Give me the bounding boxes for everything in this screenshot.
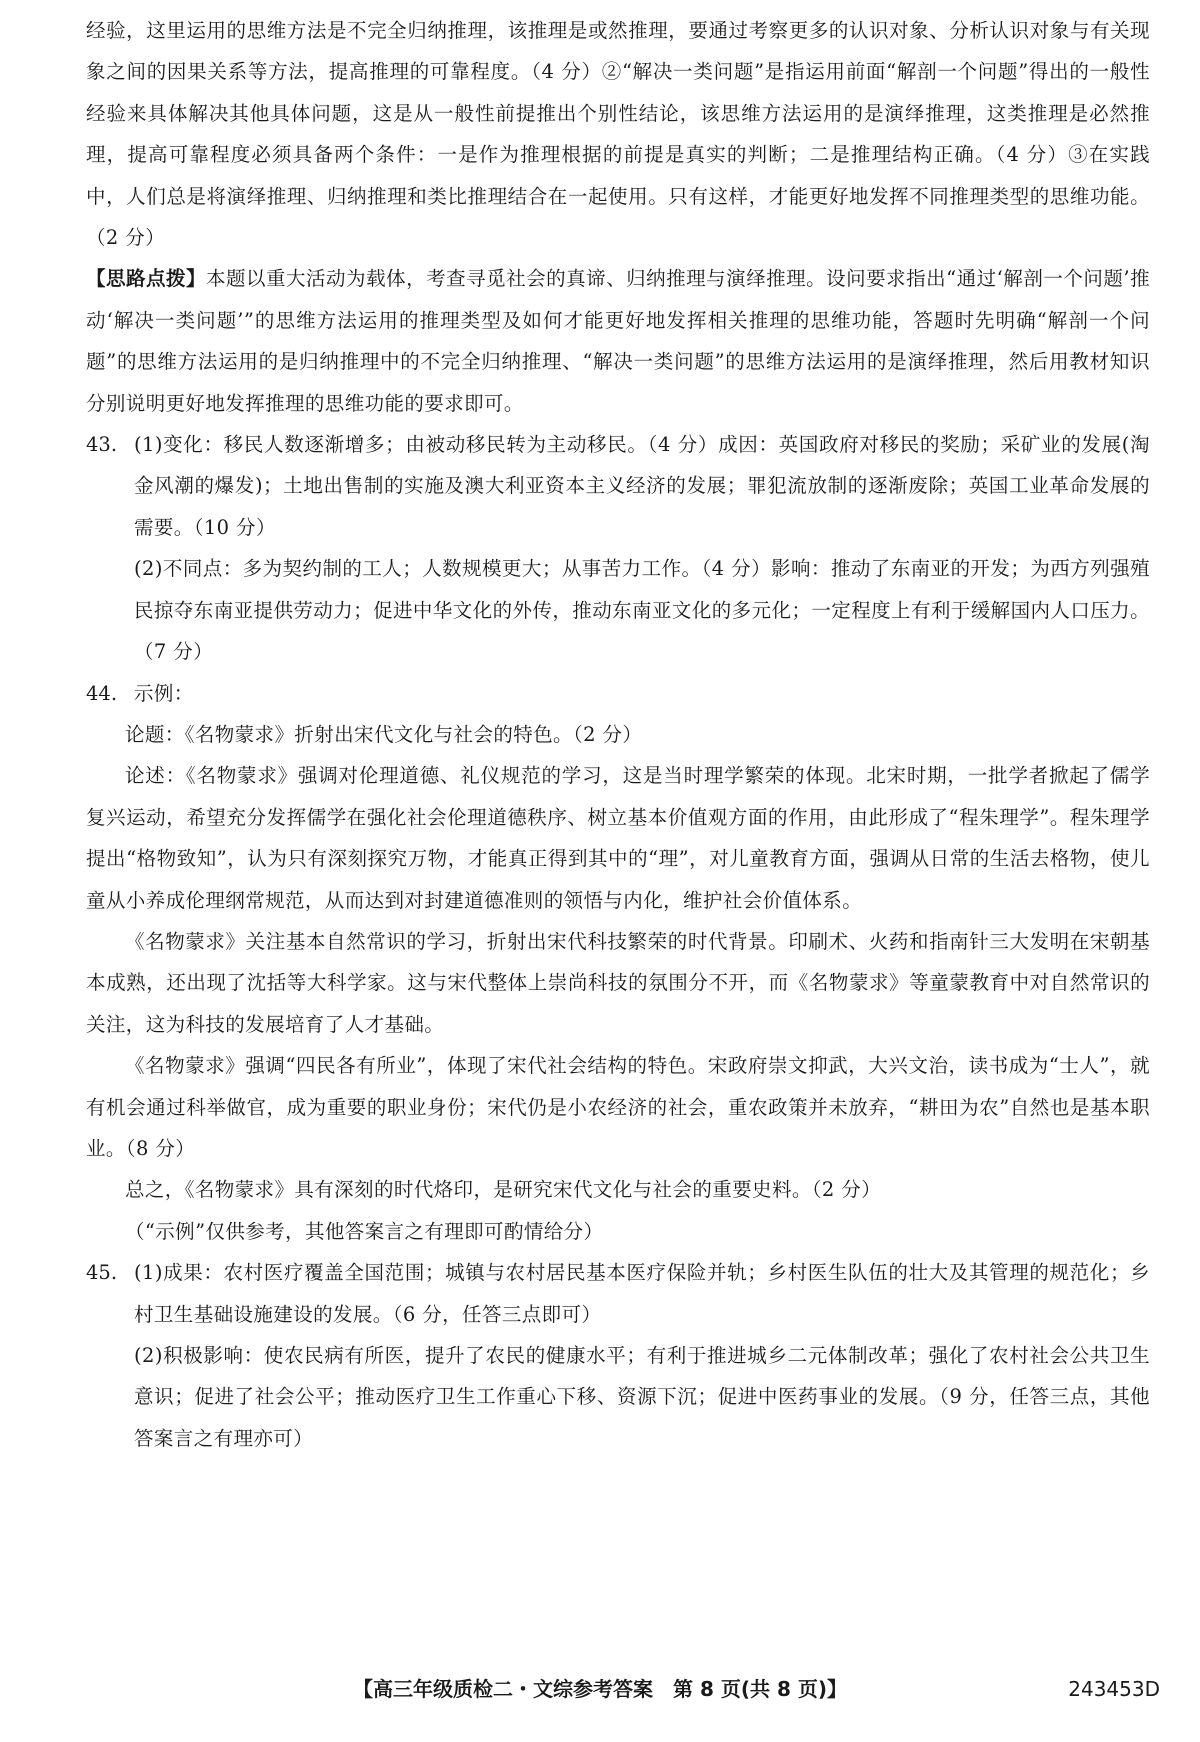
question-43-part1: (1)变化：移民人数逐渐增多；由被动移民转为主动移民。（4 分）成因：英国政府对移民的奖励；采矿业的发展(淘金风潮的爆发)；土地出售制的实施及澳大利亚资本主义经济的发展；罪犯流放制的逐渐废除；英国工业革命发展的需要。（10 分） (134, 433, 1150, 539)
answer-page (86, 10, 1150, 1459)
question-44-label: 示例： (134, 681, 194, 705)
footer-title: 【高三年级质检二・文综参考答案 第 8 页(共 8 页)】 (353, 1677, 847, 1701)
tip-label: 【思路点拨】 (86, 267, 207, 291)
tip-paragraph (86, 258, 1150, 424)
question-45-part2: (2)积极影响：使农民病有所医，提升了农民的健康水平；有利于推进城乡二元体制改革；强化了农村社会公共卫生意识；促进了社会公平；推动医疗卫生工作重心下移、资源下沉；促进中医药事业的发展。（9 分，任答三点，其他答案言之有理亦可） (134, 1344, 1150, 1450)
question-45 (86, 1252, 1150, 1459)
tip-text: 本题以重大活动为载体，考查寻觅社会的真谛、归纳推理与演绎推理。设问要求指出“通过‘解剖一个问题’推动‘解决一类问题’”的思维方法运用的推理类型及如何才能更好地发挥相关推理的思维功能，答题时先明确“解剖一个问题”的思维方法运用的是归纳推理中的不完全归纳推理、“解决一类问题”的思维方法运用的是演绎推理，然后用教材知识分别说明更好地发挥推理的思维功能的要求即可。 (86, 267, 1150, 415)
question-45-part1: (1)成果：农村医疗覆盖全国范围；城镇与农村居民基本医疗保险并轨；乡村医生队伍的壮大及其管理的规范化；乡村卫生基础设施建设的发展。（6 分，任答三点即可） (134, 1261, 1150, 1326)
question-43-number: 43. (86, 433, 118, 457)
question-44-argument-1: 论述：《名物蒙求》强调对伦理道德、礼仪规范的学习，这是当时理学繁荣的体现。北宋时期，一批学者掀起了儒学复兴运动，希望充分发挥儒学在强化社会伦理道德秩序、树立基本价值观方面的作用，由此形成了“程朱理学”。程朱理学提出“格物致知”，认为只有深刻探究万物，才能真正得到其中的“理”，对儿童教育方面，强调从日常的生活去格物，使儿童从小养成伦理纲常规范，从而达到对封建道德准则的领悟与内化，维护社会价值体系。 (86, 764, 1150, 912)
intro-paragraph: 经验，这里运用的思维方法是不完全归纳推理，该推理是或然推理，要通过考察更多的认识对象、分析认识对象与有关现象之间的因果关系等方法，提高推理的可靠程度。（4 分）②“解决一类问题”是指运用前面“解剖一个问题”得出的一般性经验来具体解决其他具体问题，这是从一般性前提推出个别性结论，该思维方法运用的是演绎推理，这类推理是必然推理，提高可靠程度必须具备两个条件：一是作为推理根据的前提是真实的判断；二是推理结构正确。（4 分）③在实践中，人们总是将演绎推理、归纳推理和类比推理结合在一起使用。只有这样，才能更好地发挥不同推理类型的思维功能。（2 分） (86, 19, 1150, 250)
question-44-note: （“示例”仅供参考，其他答案言之有理即可酌情给分） (125, 1219, 604, 1243)
question-44-argument-3: 《名物蒙求》强调“四民各有所业”，体现了宋代社会结构的特色。宋政府崇文抑武，大兴文治，读书成为“士人”，就有机会通过科举做官，成为重要的职业身份；宋代仍是小农经济的社会，重农政策并未放弃，“耕田为农”自然也是基本职业。（8 分） (86, 1054, 1150, 1160)
question-43 (86, 424, 1150, 672)
page-footer (0, 1672, 1200, 1706)
footer-code: 243453D (1068, 1677, 1160, 1701)
question-44-number: 44. (86, 681, 118, 705)
question-45-number: 45. (86, 1261, 118, 1285)
question-43-part2: (2)不同点：多为契约制的工人；人数规模更大；从事苦力工作。（4 分）影响：推动了东南亚的开发；为西方列强殖民掠夺东南亚提供劳动力；促进中华文化的外传，推动东南亚文化的多元化；一定程度上有利于缓解国内人口压力。（7 分） (134, 557, 1150, 664)
question-44-example (86, 714, 1150, 1252)
question-44 (86, 673, 1150, 714)
question-44-conclusion: 总之，《名物蒙求》具有深刻的时代烙印，是研究宋代文化与社会的重要史料。（2 分） (125, 1178, 882, 1202)
question-44-argument-2: 《名物蒙求》关注基本自然常识的学习，折射出宋代科技繁荣的时代背景。印刷术、火药和指南针三大发明在宋朝基本成熟，还出现了沈括等大科学家。这与宋代整体上崇尚科技的氛围分不开，而《名物蒙求》等童蒙教育中对自然常识的关注，这为科技的发展培育了人才基础。 (86, 929, 1150, 1036)
question-44-topic: 论题：《名物蒙求》折射出宋代文化与社会的特色。（2 分） (125, 722, 643, 746)
